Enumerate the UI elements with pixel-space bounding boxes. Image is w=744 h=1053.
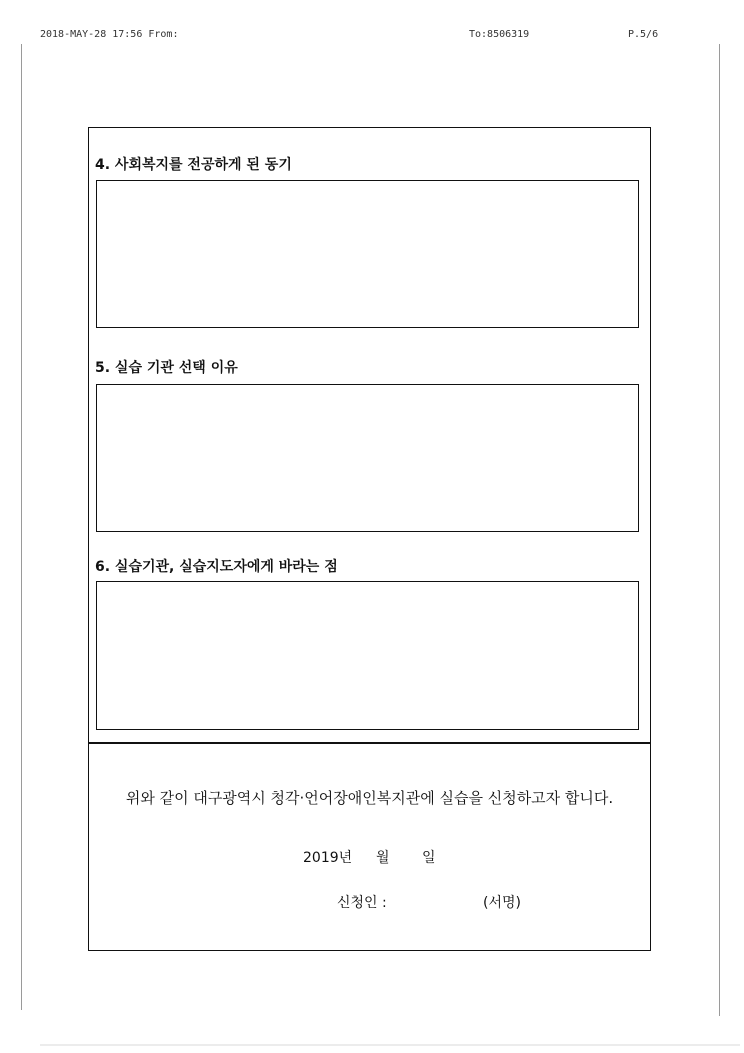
right-margin-line bbox=[719, 44, 720, 1016]
declaration-text: 위와 같이 대구광역시 청각·언어장애인복지관에 실습을 신청하고자 합니다. bbox=[125, 789, 614, 807]
bottom-scan-line bbox=[40, 1044, 740, 1046]
section-4-title: 4. 사회복지를 전공하게 된 동기 bbox=[95, 157, 292, 173]
fax-header bbox=[0, 29, 744, 43]
applicant-label: 신청인 : bbox=[337, 895, 387, 911]
date-year: 2019년 bbox=[303, 850, 353, 866]
section-5-title: 5. 실습 기관 선택 이유 bbox=[95, 360, 238, 376]
section-5-answer-box[interactable] bbox=[96, 384, 639, 532]
signature-label: (서명) bbox=[483, 895, 521, 911]
fax-from: 2018-MAY-28 17:56 From: bbox=[40, 29, 179, 40]
date-day-label: 일 bbox=[422, 850, 436, 866]
fax-to: To:8506319 bbox=[469, 29, 530, 40]
left-margin-line bbox=[21, 44, 22, 1010]
section-6-title: 6. 실습기관, 실습지도자에게 바라는 점 bbox=[95, 559, 338, 575]
date-month-label: 월 bbox=[376, 850, 390, 866]
section-4-answer-box[interactable] bbox=[96, 180, 639, 328]
section-6-answer-box[interactable] bbox=[96, 581, 639, 730]
fax-page-number: P.5/6 bbox=[628, 29, 659, 40]
section-divider bbox=[88, 742, 651, 744]
